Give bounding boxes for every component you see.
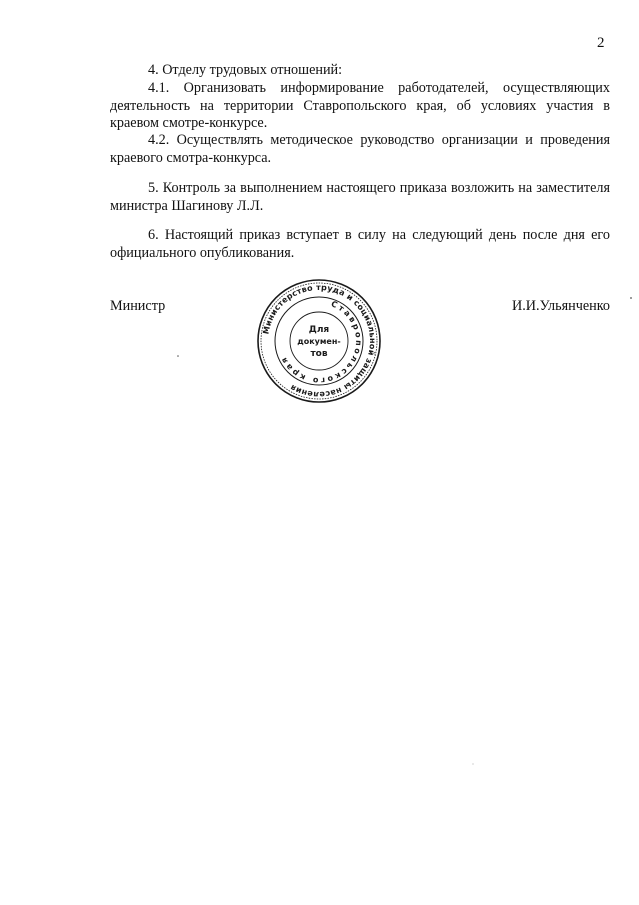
stamp-center-line-3: тов	[310, 349, 328, 359]
paragraph-4-1	[110, 80, 610, 133]
paragraph-5	[110, 180, 610, 215]
page-number: 2	[597, 35, 605, 51]
signature-name: И.И.Ульянченко	[512, 298, 610, 314]
paragraph-4-1-text: 4.1. Организовать информирование работодателей, осуществляющих деятельность на территории Ставропольского края, об условиях участия в краевом смотре-конкурсе.	[110, 80, 610, 132]
paragraph-6-text: 6. Настоящий приказ вступает в силу на следующий день после дня его официального опубликования.	[110, 227, 610, 261]
stamp-center-line-2: докумен-	[297, 337, 341, 346]
paragraph-5-text: 5. Контроль за выполнением настоящего приказа возложить на заместителя министра Шагинову Л.Л.	[110, 180, 610, 214]
stamp-outer-text: Министерство труда и социальной защиты населения	[261, 282, 378, 400]
paragraph-4-2-text: 4.2. Осуществлять методическое руководство организации и проведения краевого смотра-конкурса.	[110, 132, 610, 166]
stamp-inner-text: Ставропольского края	[278, 299, 364, 386]
official-seal-stamp	[255, 277, 383, 405]
stamp-center-line-1: Для	[308, 325, 330, 335]
paragraph-4-2	[110, 132, 610, 167]
paragraph-6	[110, 227, 610, 262]
signature-title: Министр	[110, 298, 166, 314]
paragraph-4-title	[110, 62, 610, 80]
paragraph-4-title-text: 4. Отделу трудовых отношений:	[148, 62, 343, 78]
